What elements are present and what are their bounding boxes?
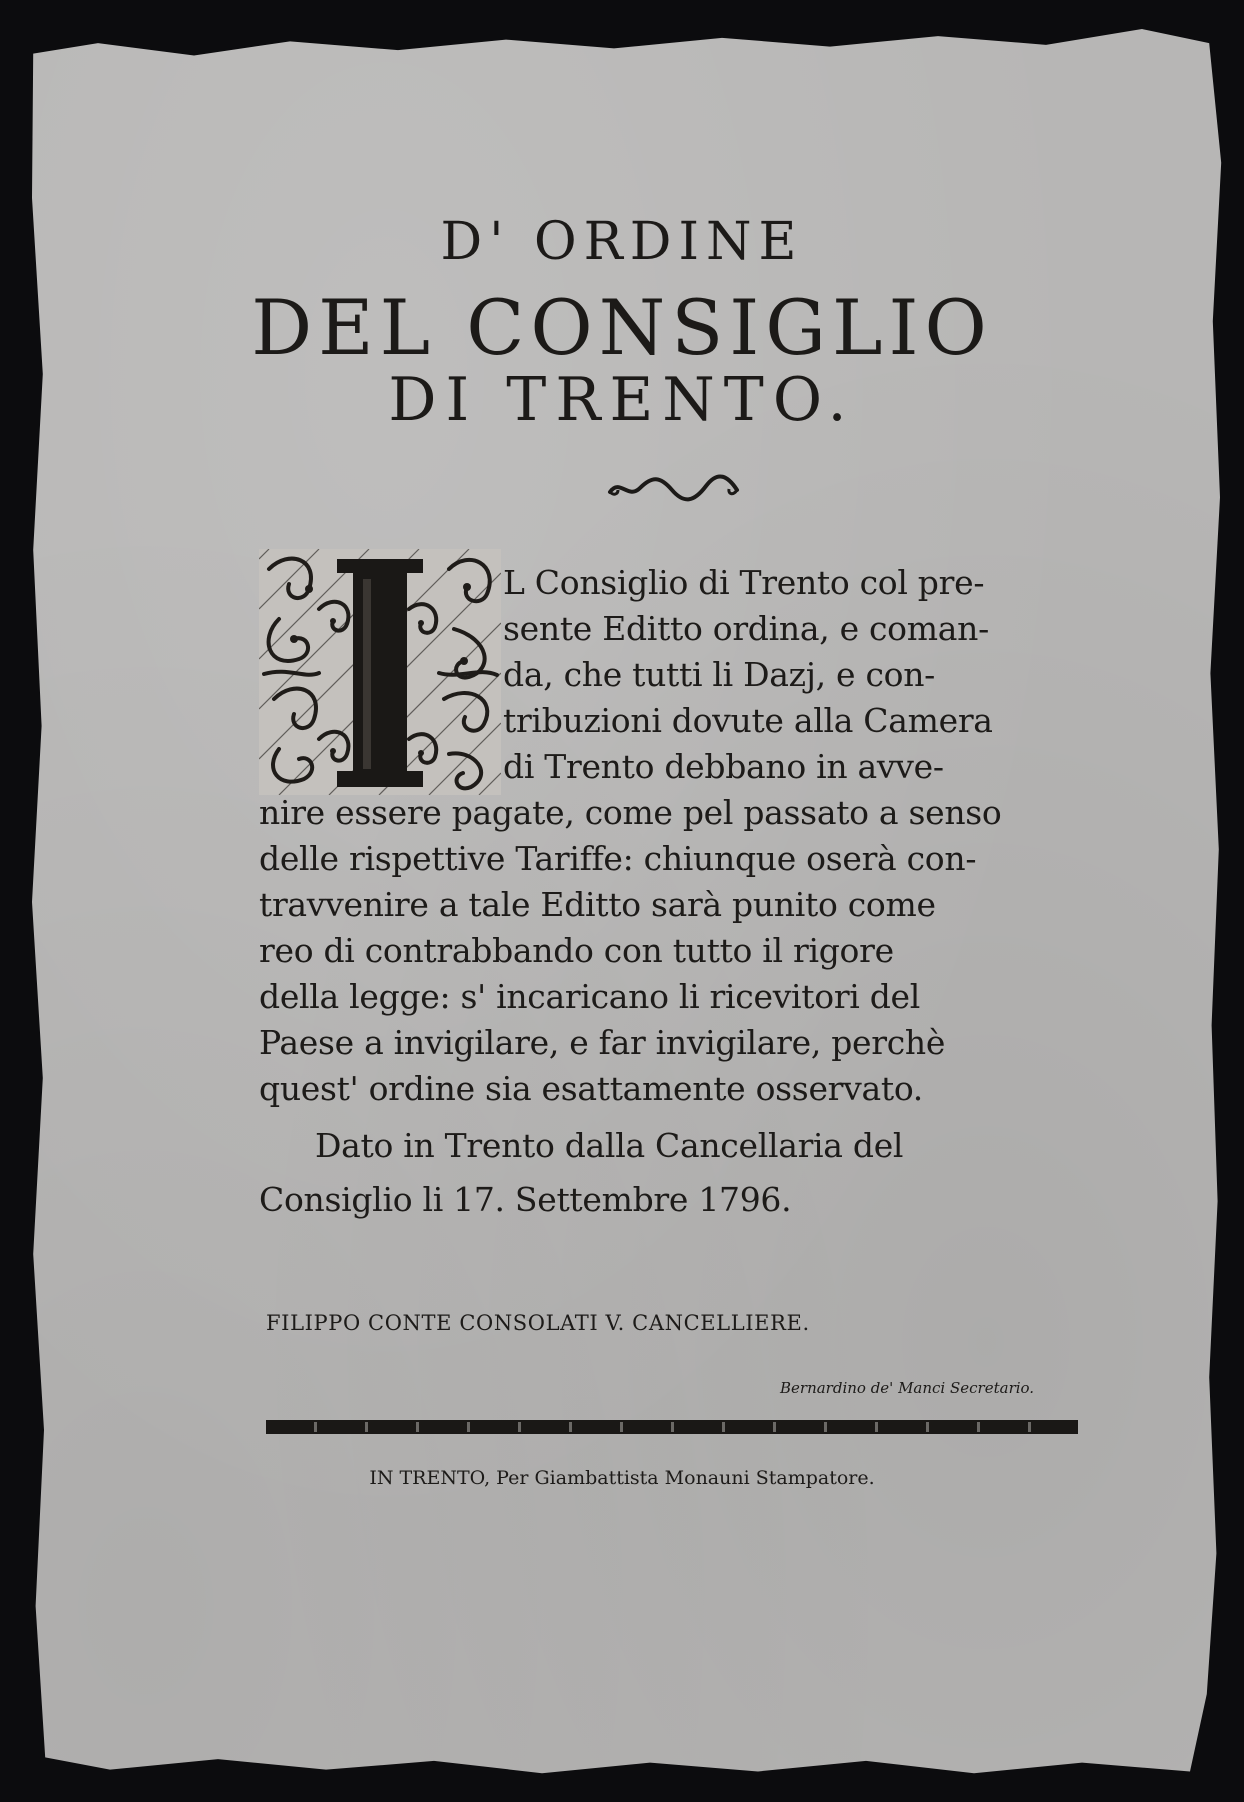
wave-ornament-icon	[606, 470, 741, 504]
date-line: Consiglio li 17. Settembre 1796.	[259, 1180, 792, 1219]
body-line: L Consiglio di Trento col pre-	[503, 563, 985, 602]
signature-chancellor: FILIPPO CONTE CONSOLATI V. CANCELLIERE.	[266, 1311, 810, 1335]
body-line: travvenire a tale Editto sarà punito come	[259, 885, 936, 924]
body-line: sente Editto ordina, e coman-	[503, 609, 989, 648]
svg-text:I: I	[378, 701, 382, 712]
date-line: Dato in Trento dalla Cancellaria del	[315, 1126, 904, 1165]
heading-line-2: DEL CONSIGLIO	[251, 283, 993, 372]
heading-line-1: D' ORDINE	[440, 212, 804, 272]
body-line: della legge: s' incaricano li ricevitori del	[259, 977, 921, 1016]
body-line: tribuzioni dovute alla Camera	[503, 701, 993, 740]
decorated-initial-letter	[259, 549, 501, 795]
divider-rule	[266, 1420, 1078, 1434]
printer-imprint: IN TRENTO, Per Giambattista Monauni Stampatore.	[369, 1467, 875, 1489]
body-line: quest' ordine sia esattamente osservato.	[259, 1069, 924, 1108]
signature-secretary: Bernardino de' Manci Secretario.	[780, 1379, 1035, 1397]
body-line: delle rispettive Tariffe: chiunque oserà con-	[259, 839, 977, 878]
body-line: Paese a invigilare, e far invigilare, perchè	[259, 1023, 946, 1062]
body-line: nire essere pagate, come pel passato a senso	[259, 793, 1002, 832]
heading-line-3: DI TRENTO.	[388, 365, 856, 435]
body-line: reo di contrabbando con tutto il rigore	[259, 931, 894, 970]
body-line: da, che tutti li Dazj, e con-	[503, 655, 936, 694]
body-line: di Trento debbano in avve-	[503, 747, 944, 786]
